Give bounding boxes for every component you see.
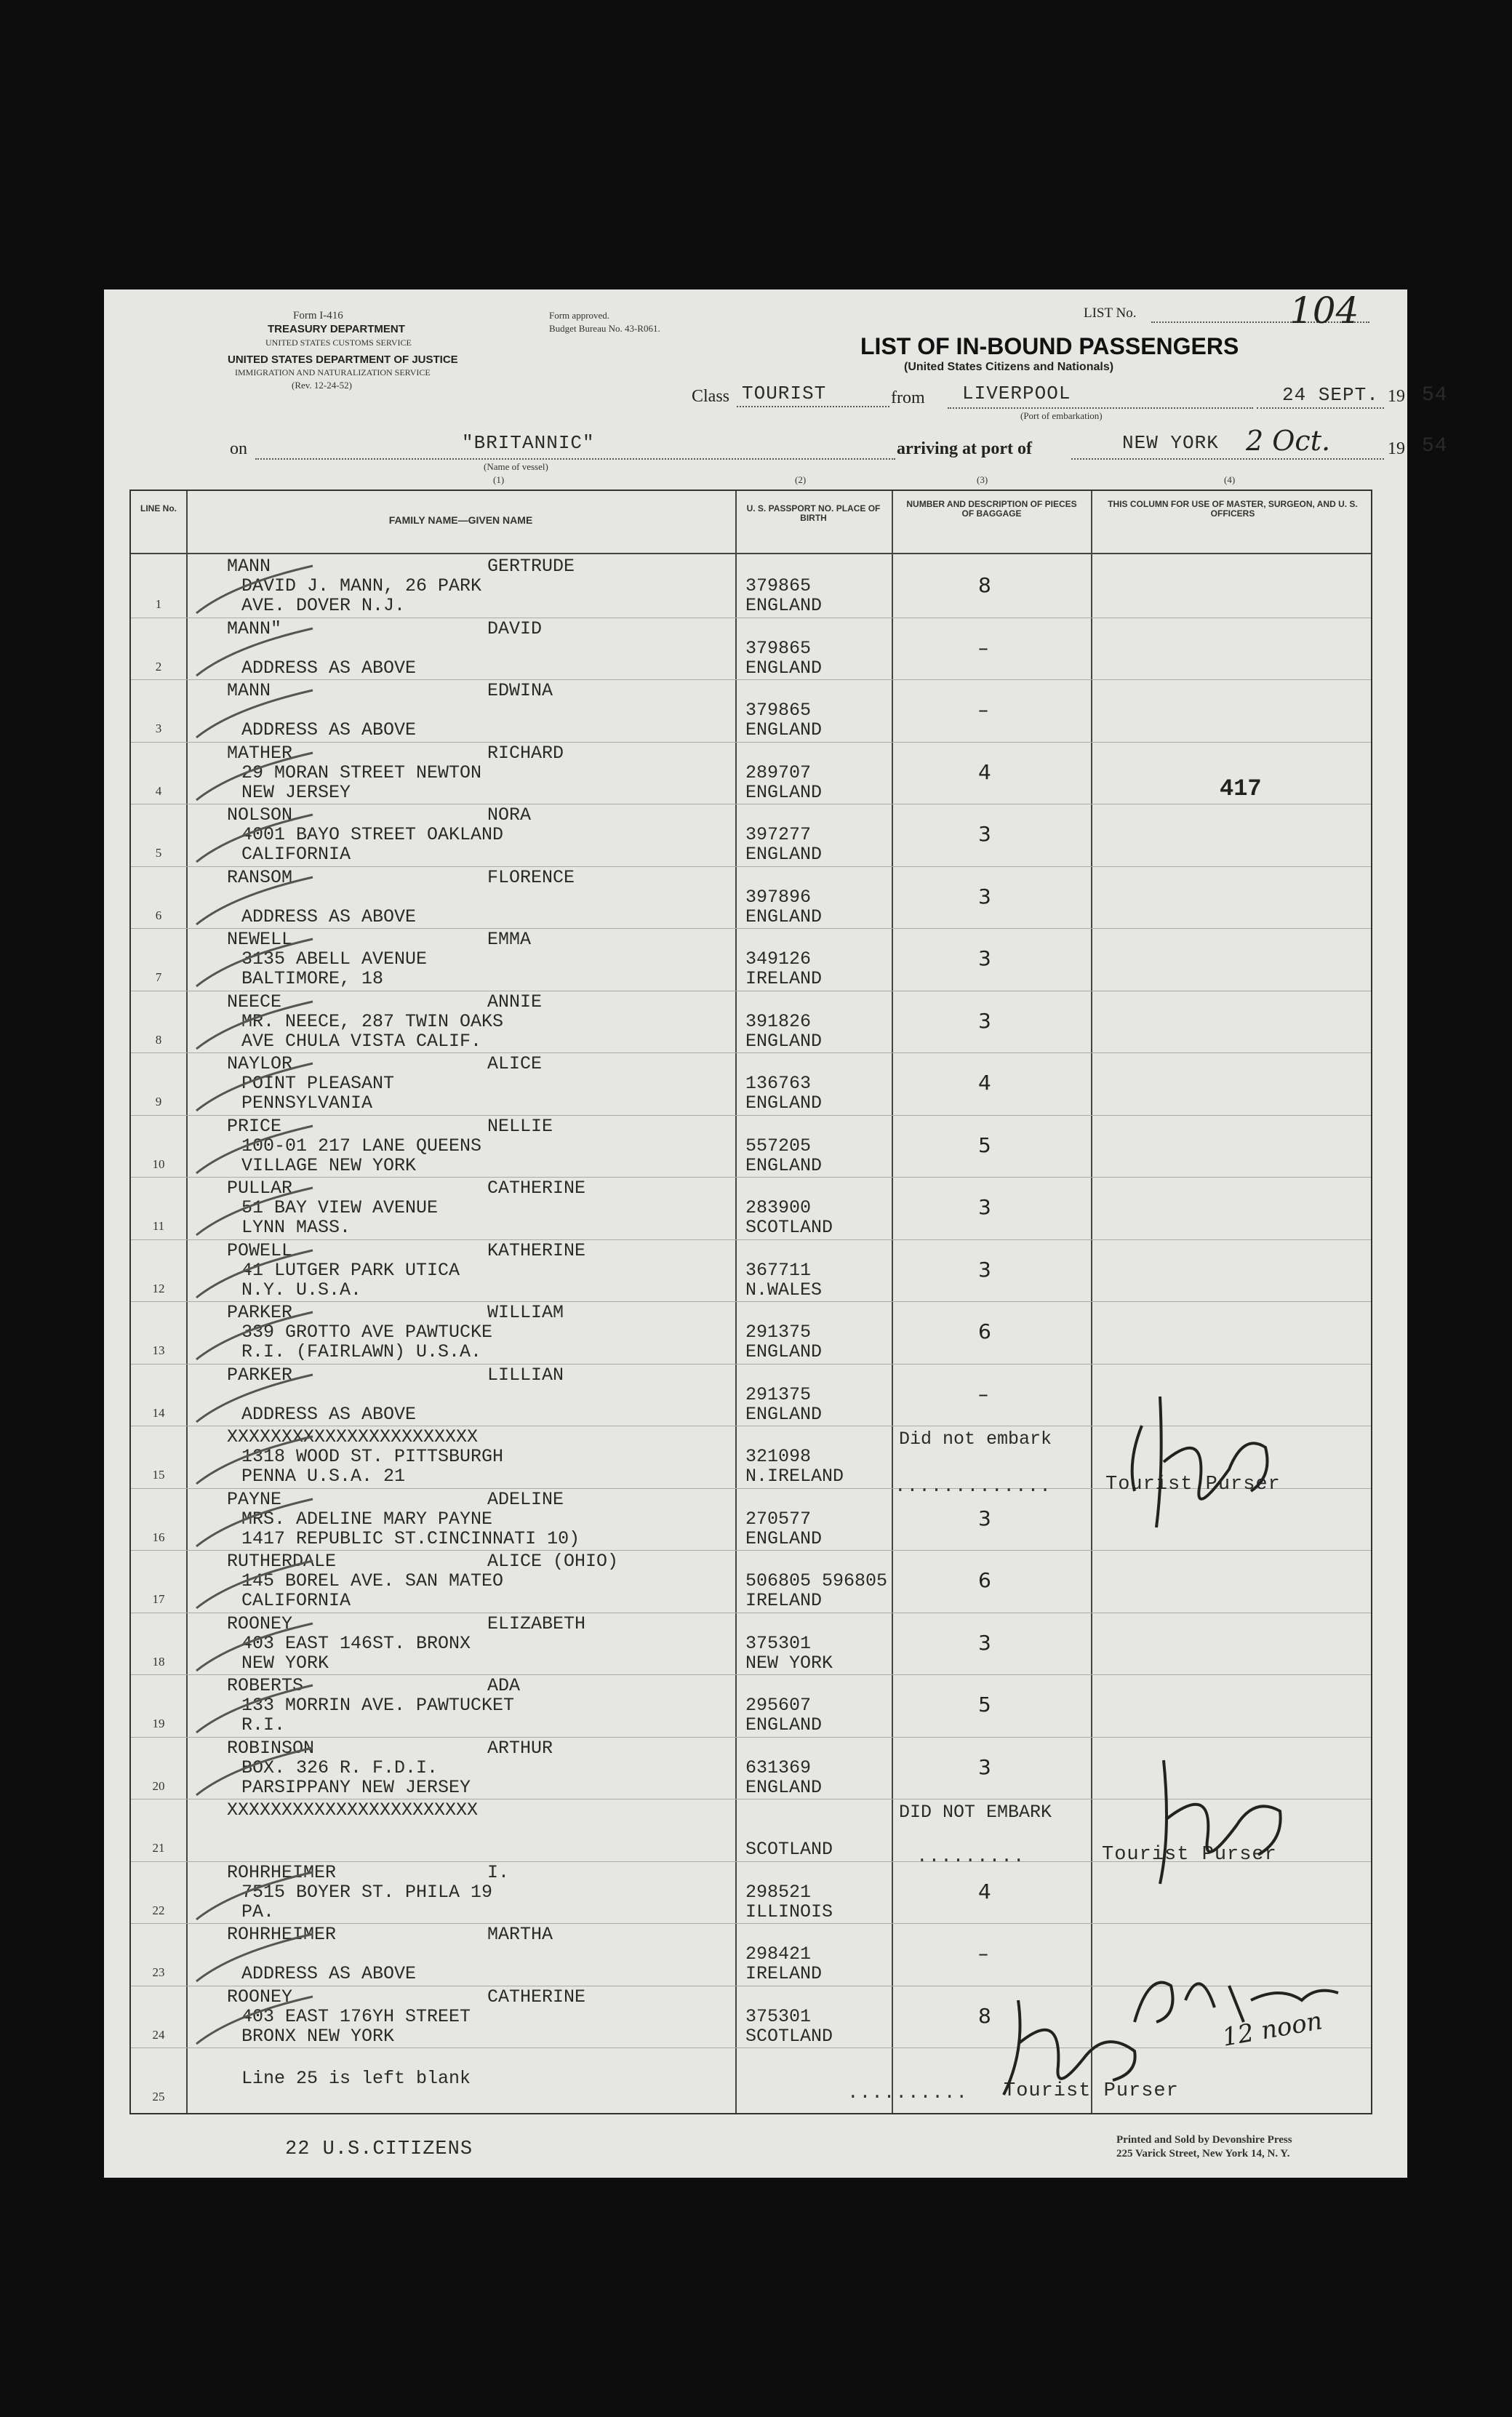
dotted-leader-1: ............. [895,1475,1052,1497]
pencil-check-mark [189,1184,320,1242]
pencil-check-mark [189,625,320,683]
baggage-count: DID NOT EMBARK [899,1802,1052,1823]
justice-label: UNITED STATES DEPARTMENT OF JUSTICE [228,353,458,366]
revision-label: (Rev. 12-24-52) [292,380,352,391]
passenger-surname: ROBINSON [227,1737,315,1759]
pencil-check-mark [189,1247,320,1305]
passenger-surname: PULLAR [227,1178,293,1199]
line-number: 5 [155,846,162,860]
passport-number: 391826 [745,1010,812,1032]
passenger-given-name: NORA [487,804,532,826]
row-divider [131,928,1371,929]
line-number: 10 [152,1156,165,1171]
col2-caption: (2) [795,474,807,485]
passenger-surname: POWELL [227,1239,293,1261]
row-divider [131,1239,1371,1240]
address-line-2: ADDRESS AS ABOVE [241,657,417,679]
passport-number: 321098 [745,1446,812,1467]
address-line-1: 7515 BOYER ST. PHILA 19 [241,1881,493,1903]
passport-number: 298421 [745,1943,812,1965]
passenger-given-name: ARTHUR [487,1737,553,1759]
form-approved: Form approved. [549,310,610,321]
pencil-check-mark [189,1744,320,1802]
passport-number: 367711 [745,1259,812,1281]
passenger-surname: NOLSON [227,804,293,826]
dotted-leader-2: ......... [916,1845,1025,1867]
arrival-port: NEW YORK [1122,432,1219,454]
officer-number: 417 [1220,775,1262,802]
line-number: 15 [152,1468,165,1482]
passport-number: 291375 [745,1383,812,1405]
passenger-given-name: RICHARD [487,742,564,764]
address-line-2: NEW JERSEY [241,781,351,803]
address-line-1: 145 BOREL AVE. SAN MATEO [241,1570,504,1591]
baggage-count: – [978,1941,988,1965]
baggage-count: 8 [978,573,991,597]
address-line-1: MR. NEECE, 287 TWIN OAKS [241,1010,504,1032]
col-header-officers: THIS COLUMN FOR USE OF MASTER, SURGEON, AND U. S. OFFICERS [1108,499,1358,519]
address-line-2: PA. [241,1901,275,1922]
row-divider [131,679,1371,680]
baggage-count: 3 [978,1008,991,1033]
place-of-birth: ENGLAND [745,719,823,740]
place-of-birth: ENGLAND [745,1776,823,1798]
passenger-given-name: ALICE [487,1053,543,1074]
pencil-check-mark [189,1869,320,1927]
passport-number: 375301 [745,1632,812,1654]
address-line-2: AVE CHULA VISTA CALIF. [241,1030,482,1052]
line-number: 18 [152,1654,165,1669]
row-divider [131,1364,1371,1365]
purser-label-3: Tourist Purser [1004,2080,1179,2102]
line-number: 19 [152,1717,165,1730]
form-number: Form I-416 [293,310,343,321]
class-label: Class [692,387,730,406]
passenger-given-name: KATHERINE [487,1239,586,1261]
signature-note: 12 noon [1220,2006,1325,2053]
passenger-given-name: CATHERINE [487,1178,586,1199]
col-header-baggage: NUMBER AND DESCRIPTION OF PIECES OF BAGGAGE [906,499,1077,519]
place-of-birth: ENGLAND [745,781,823,803]
place-of-birth: IRELAND [745,1590,823,1611]
baggage-count: – [978,635,988,660]
baggage-count: 4 [978,1879,991,1903]
form-title: LIST OF IN-BOUND PASSENGERS [860,333,1239,359]
place-of-birth: ENGLAND [745,1527,823,1549]
place-of-birth: ENGLAND [745,1030,823,1052]
address-line-2: R.I. [241,1714,286,1735]
baggage-count: 3 [978,1195,991,1219]
passenger-given-name: EDWINA [487,680,553,701]
vessel-caption: (Name of vessel) [484,461,548,472]
address-line-2: N.Y. U.S.A. [241,1279,362,1301]
printer-line-2: 225 Varick Street, New York 14, N. Y. [1116,2148,1290,2160]
passenger-surname: PARKER [227,1302,293,1323]
place-of-birth: ENGLAND [745,1403,823,1425]
arriving-label: arriving at port of [897,439,1032,458]
passenger-surname: PARKER [227,1364,293,1386]
place-of-birth: SCOTLAND [745,1217,833,1238]
address-line-2: PENNA U.S.A. 21 [241,1466,406,1487]
address-line-1: MRS. ADELINE MARY PAYNE [241,1508,493,1530]
baggage-count: 4 [978,1071,991,1095]
place-of-birth: ENGLAND [745,1341,823,1362]
pencil-check-mark [189,1495,320,1554]
passport-number: 270577 [745,1508,812,1530]
departure-date: 24 SEPT. [1282,384,1379,406]
pencil-check-mark [189,1620,320,1678]
address-line-1: 41 LUTGER PARK UTICA [241,1259,460,1281]
line-number: 12 [152,1281,165,1295]
passport-number: 397896 [745,886,812,908]
place-of-birth: N.IRELAND [745,1466,844,1487]
passenger-surname: ROHRHEIMER [227,1924,337,1945]
baggage-count: – [978,698,988,722]
address-line-1: 403 EAST 146ST. BRONX [241,1632,471,1654]
vessel-name: "BRITANNIC" [462,432,595,454]
place-of-birth: ENGLAND [745,1092,823,1114]
officer-initials [1120,1957,1367,2044]
passenger-surname: PRICE [227,1115,282,1137]
row-divider [131,866,1371,867]
col-header-line: LINE No. [140,503,177,514]
line-number: 4 [155,783,162,798]
address-line-2: ADDRESS AS ABOVE [241,1963,417,1984]
place-of-birth: ILLINOIS [745,1901,833,1922]
baggage-count: 3 [978,1754,991,1779]
arrival-date: 2 Oct. [1246,425,1331,457]
place-of-birth: ENGLAND [745,1154,823,1176]
printer-line-1: Printed and Sold by Devonshire Press [1116,2134,1292,2146]
pencil-check-mark [189,749,320,807]
list-no-label: LIST No. [1084,305,1137,321]
baggage-count: 8 [978,2003,991,2028]
passport-number: 397277 [745,824,812,845]
baggage-count: 4 [978,759,991,784]
class-value: TOURIST [742,383,827,404]
passport-number: 298521 [745,1881,812,1903]
pencil-check-mark [189,1433,320,1491]
passenger-surname: PAYNE [227,1488,282,1510]
place-of-birth: SCOTLAND [745,1839,833,1860]
line-number: 17 [152,1592,165,1606]
passenger-given-name: ELIZABETH [487,1613,586,1634]
from-label: from [891,388,925,407]
address-line-1: Line 25 is left blank [241,2068,471,2089]
pencil-check-mark [189,1060,320,1118]
address-line-2: ADDRESS AS ABOVE [241,719,417,740]
row-divider [131,1301,1371,1302]
passenger-given-name: ADA [487,1675,521,1696]
line-number: 8 [155,1032,162,1047]
pencil-check-mark [189,1930,320,1989]
purser-signature-1 [1120,1382,1287,1549]
row-divider [131,1052,1371,1053]
place-of-birth: ENGLAND [745,906,823,927]
passport-number: 379865 [745,637,812,659]
passport-number: 136763 [745,1073,812,1094]
pencil-check-mark [189,1993,320,2051]
col3-caption: (3) [977,474,988,485]
place-of-birth: ENGLAND [745,595,823,616]
passport-number: 506805 596805 [745,1570,888,1591]
passport-number: 379865 [745,700,812,721]
col-header-name: FAMILY NAME—GIVEN NAME [388,514,533,526]
address-line-2: BALTIMORE, 18 [241,968,384,989]
address-line-2: BRONX NEW YORK [241,2025,395,2047]
passport-number: 375301 [745,2005,812,2027]
passenger-given-name: MARTHA [487,1924,553,1945]
passenger-given-name: I. [487,1861,510,1883]
citizen-total: 22 U.S.CITIZENS [285,2138,473,2160]
passenger-given-name: GERTRUDE [487,556,575,577]
line-number: 3 [155,722,162,735]
place-of-birth: ENGLAND [745,1714,823,1735]
list-number: 104 [1289,289,1359,332]
baggage-count: 5 [978,1132,991,1157]
col4-caption: (4) [1224,474,1236,485]
passenger-given-name: ALICE (OHIO) [487,1551,619,1572]
pencil-check-mark [189,811,320,869]
address-line-1: 100-01 217 LANE QUEENS [241,1135,482,1156]
passport-number: 295607 [745,1695,812,1716]
passenger-surname: NAYLOR [227,1053,293,1074]
purser-label-2: Tourist Purser [1102,1844,1277,1866]
passenger-surname: RUTHERDALE [227,1551,337,1572]
pencil-check-mark [189,874,320,932]
address-line-2: PENNSYLVANIA [241,1092,373,1114]
embarkation-caption: (Port of embarkation) [1020,410,1103,421]
line-number: 22 [152,1903,165,1917]
address-line-2: LYNN MASS. [241,1217,351,1238]
address-line-2: NEW YORK [241,1652,329,1674]
place-of-birth: IRELAND [745,968,823,989]
line-number: 25 [152,2090,165,2104]
pencil-check-mark [189,687,320,745]
passenger-given-name: FLORENCE [487,866,575,888]
row-divider [131,1115,1371,1116]
passport-number: 631369 [745,1757,812,1778]
passenger-surname: ROHRHEIMER [227,1861,337,1883]
address-line-1: POINT PLEASANT [241,1073,395,1094]
baggage-count: 5 [978,1693,991,1717]
address-line-1: 339 GROTTO AVE PAWTUCKE [241,1322,493,1343]
address-line-1: 1318 WOOD ST. PITTSBURGH [241,1446,504,1467]
embarkation-port: LIVERPOOL [962,383,1071,404]
passenger-surname: RANSOM [227,866,293,888]
line-number: 13 [152,1343,165,1357]
address-line-1: 133 MORRIN AVE. PAWTUCKET [241,1695,515,1716]
line-number: 9 [155,1095,162,1108]
pencil-check-mark [189,562,320,620]
pencil-check-mark [189,1371,320,1429]
departure-year-prefix: 19 [1388,387,1405,406]
baggage-count: 3 [978,1257,991,1282]
departure-year: 54 [1422,384,1448,407]
baggage-count: 3 [978,946,991,970]
line-number: 24 [152,2027,165,2042]
dotted-leader-3: .......... [847,2082,969,2104]
treasury-label: TREASURY DEPARTMENT [268,323,405,335]
budget-bureau: Budget Bureau No. 43-R061. [549,323,660,334]
line-number: 2 [155,659,162,674]
row-divider [131,1674,1371,1675]
address-line-1: 51 BAY VIEW AVENUE [241,1197,439,1218]
passenger-given-name: WILLIAM [487,1302,564,1323]
baggage-count: 6 [978,1319,991,1343]
address-line-1: 4001 BAYO STREET OAKLAND [241,824,504,845]
passenger-surname: MATHER [227,742,293,764]
pencil-check-mark [189,998,320,1056]
address-line-2: VILLAGE NEW YORK [241,1154,417,1176]
address-line-1: BOX. 326 R. F.D.I. [241,1757,439,1778]
col-header-passport: U. S. PASSPORT NO. PLACE OF BIRTH [746,503,881,523]
baggage-count: 3 [978,1506,991,1530]
on-label: on [230,439,247,458]
passenger-surname: NEWELL [227,929,293,950]
pencil-check-mark [189,1122,320,1180]
customs-label: UNITED STATES CUSTOMS SERVICE [265,337,412,348]
address-line-1: 403 EAST 176YH STREET [241,2005,471,2027]
passport-number: 289707 [745,762,812,783]
pencil-check-mark [189,1682,320,1740]
baggage-count: 6 [978,1568,991,1592]
line-number: 6 [155,908,162,922]
baggage-count: 3 [978,884,991,908]
passenger-surname: NEECE [227,991,282,1012]
passenger-surname: ROONEY [227,1613,293,1634]
address-line-2: CALIFORNIA [241,844,351,865]
passenger-given-name: NELLIE [487,1115,553,1137]
line-number: 23 [152,1965,165,1979]
line-number: 16 [152,1530,165,1544]
line-number: 7 [155,970,162,984]
place-of-birth: IRELAND [745,1963,823,1984]
pencil-check-mark [189,935,320,994]
passenger-given-name: DAVID [487,618,543,639]
address-line-1: 3135 ABELL AVENUE [241,948,428,970]
passenger-surname: MANN [227,556,271,577]
pencil-check-mark [189,1309,320,1367]
arrival-year: 54 [1422,435,1448,458]
ins-label: IMMIGRATION AND NATURALIZATION SERVICE [235,367,431,377]
place-of-birth: ENGLAND [745,657,823,679]
line-number: 20 [152,1778,165,1793]
passenger-surname: MANN" [227,618,282,639]
address-line-2: 1417 REPUBLIC ST.CINCINNATI 10) [241,1527,580,1549]
passenger-surname: XXXXXXXXXXXXXXXXXXXXXXX [227,1426,479,1447]
passport-number: 283900 [745,1197,812,1218]
row-divider [131,742,1371,743]
passenger-given-name: EMMA [487,929,532,950]
baggage-count: – [978,1381,988,1406]
passenger-given-name: LILLIAN [487,1364,564,1386]
pencil-check-mark [189,1557,320,1615]
passenger-given-name: CATHERINE [487,1986,586,2007]
purser-signature-2 [1135,1746,1302,1891]
passenger-surname: ROBERTS [227,1675,304,1696]
line-number: 1 [155,597,162,611]
passport-number: 349126 [745,948,812,970]
row-divider [131,1737,1371,1738]
passport-number: 291375 [745,1322,812,1343]
address-line-1: 29 MORAN STREET NEWTON [241,762,482,783]
address-line-2: ADDRESS AS ABOVE [241,906,417,927]
address-line-2: CALIFORNIA [241,1590,351,1611]
address-line-1: DAVID J. MANN, 26 PARK [241,575,482,596]
baggage-count: 3 [978,822,991,846]
place-of-birth: ENGLAND [745,844,823,865]
line-number: 21 [152,1841,165,1855]
arrival-year-prefix: 19 [1388,439,1405,458]
address-line-2: AVE. DOVER N.J. [241,595,406,616]
line-number: 11 [152,1219,165,1233]
col1-caption: (1) [493,474,505,485]
place-of-birth: N.WALES [745,1279,823,1301]
place-of-birth: NEW YORK [745,1652,833,1674]
passenger-surname: ROONEY [227,1986,293,2007]
passport-number: 557205 [745,1135,812,1156]
address-line-2: R.I. (FAIRLAWN) U.S.A. [241,1341,482,1362]
passenger-given-name: ANNIE [487,991,543,1012]
baggage-count: Did not embark [899,1429,1052,1450]
passenger-given-name: ADELINE [487,1488,564,1510]
passport-number: 379865 [745,575,812,596]
row-divider [131,1177,1371,1178]
passenger-surname: XXXXXXXXXXXXXXXXXXXXXXX [227,1799,479,1821]
line-number: 14 [152,1405,165,1420]
baggage-count: 3 [978,1630,991,1655]
passenger-surname: MANN [227,680,271,701]
purser-label-1: Tourist Purser [1105,1474,1281,1495]
form-subtitle: (United States Citizens and Nationals) [904,361,1114,373]
place-of-birth: SCOTLAND [745,2025,833,2047]
address-line-2: ADDRESS AS ABOVE [241,1403,417,1425]
address-line-2: PARSIPPANY NEW JERSEY [241,1776,471,1798]
